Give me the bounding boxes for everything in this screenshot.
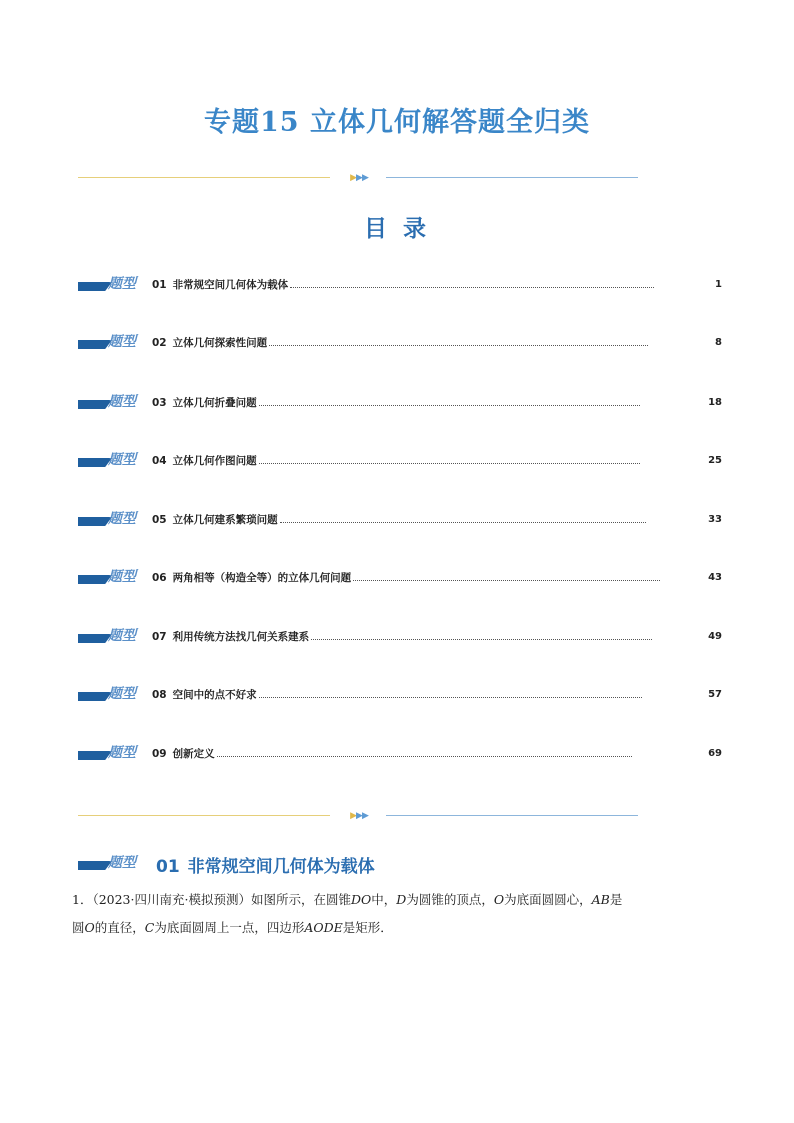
question-type-badge: 题型 <box>78 568 148 586</box>
question-type-badge: 题型 <box>78 744 148 762</box>
toc-entry-text: 03 立体几何折叠问题 <box>152 397 257 409</box>
toc-leader-dots <box>311 639 652 640</box>
toc-entry-text: 04 立体几何作图问题 <box>152 455 257 467</box>
toc-entry[interactable] <box>78 627 722 649</box>
toc-entry[interactable] <box>78 744 722 766</box>
toc-page-number: 8 <box>715 337 722 348</box>
toc-entry-text: 09 创新定义 <box>152 748 215 760</box>
toc-page-number: 18 <box>708 397 722 408</box>
toc-leader-dots <box>290 287 654 288</box>
question-type-badge: 题型 <box>78 275 148 293</box>
question-type-badge: 题型 <box>78 451 148 469</box>
question-type-badge: 题型 <box>78 685 148 703</box>
toc-leader-dots <box>280 522 646 523</box>
toc-heading: 目 录 <box>363 216 430 242</box>
document-title: 专题15 立体几何解答题全归类 <box>204 107 590 138</box>
toc-entry[interactable] <box>78 510 722 532</box>
toc-leader-dots <box>259 697 642 698</box>
toc-entry[interactable] <box>78 568 722 590</box>
section-heading <box>78 852 718 876</box>
toc-entry-text: 06 两角相等（构造全等）的立体几何问题 <box>152 572 352 584</box>
toc-leader-dots <box>217 756 632 757</box>
toc-entry[interactable] <box>78 685 722 707</box>
question-type-badge: 题型 <box>78 393 148 411</box>
toc-entry[interactable] <box>78 393 722 415</box>
section-title: 01 非常规空间几何体为载体 <box>156 857 375 877</box>
toc-page-number: 43 <box>708 572 722 583</box>
question-type-badge: 题型 <box>78 333 148 351</box>
toc-entry-text: 02 立体几何探索性问题 <box>152 337 268 349</box>
toc-page-number: 69 <box>708 748 722 759</box>
decorative-divider: ▶▶▶ <box>78 172 638 184</box>
problem-text: 1．（2023·四川南充·模拟预测）如图所示，在圆锥DO中，D为圆锥的顶点，O为底面圆圆心，AB是 圆O的直径，C为底面圆周上一点，四边形AODE是矩形． <box>72 892 623 935</box>
toc-entry[interactable] <box>78 275 722 297</box>
toc-entry[interactable] <box>78 451 722 473</box>
toc-entry-text: 01 非常规空间几何体为载体 <box>152 279 289 291</box>
toc-page-number: 1 <box>715 279 722 290</box>
toc-entry[interactable] <box>78 333 722 355</box>
toc-entry-text: 05 立体几何建系繁琐问题 <box>152 514 278 526</box>
toc-leader-dots <box>259 405 640 406</box>
question-type-badge: 题型 <box>78 854 148 872</box>
question-type-badge: 题型 <box>78 627 148 645</box>
toc-leader-dots <box>269 345 648 346</box>
toc-leader-dots <box>259 463 640 464</box>
toc-page-number: 25 <box>708 455 722 466</box>
question-type-badge: 题型 <box>78 510 148 528</box>
toc-entry-text: 08 空间中的点不好求 <box>152 689 257 701</box>
toc-page-number: 49 <box>708 631 722 642</box>
toc-entry-text: 07 利用传统方法找几何关系建系 <box>152 631 310 643</box>
toc-leader-dots <box>353 580 660 581</box>
toc-page-number: 33 <box>708 514 722 525</box>
decorative-divider: ▶▶▶ <box>78 810 638 822</box>
toc-page-number: 57 <box>708 689 722 700</box>
